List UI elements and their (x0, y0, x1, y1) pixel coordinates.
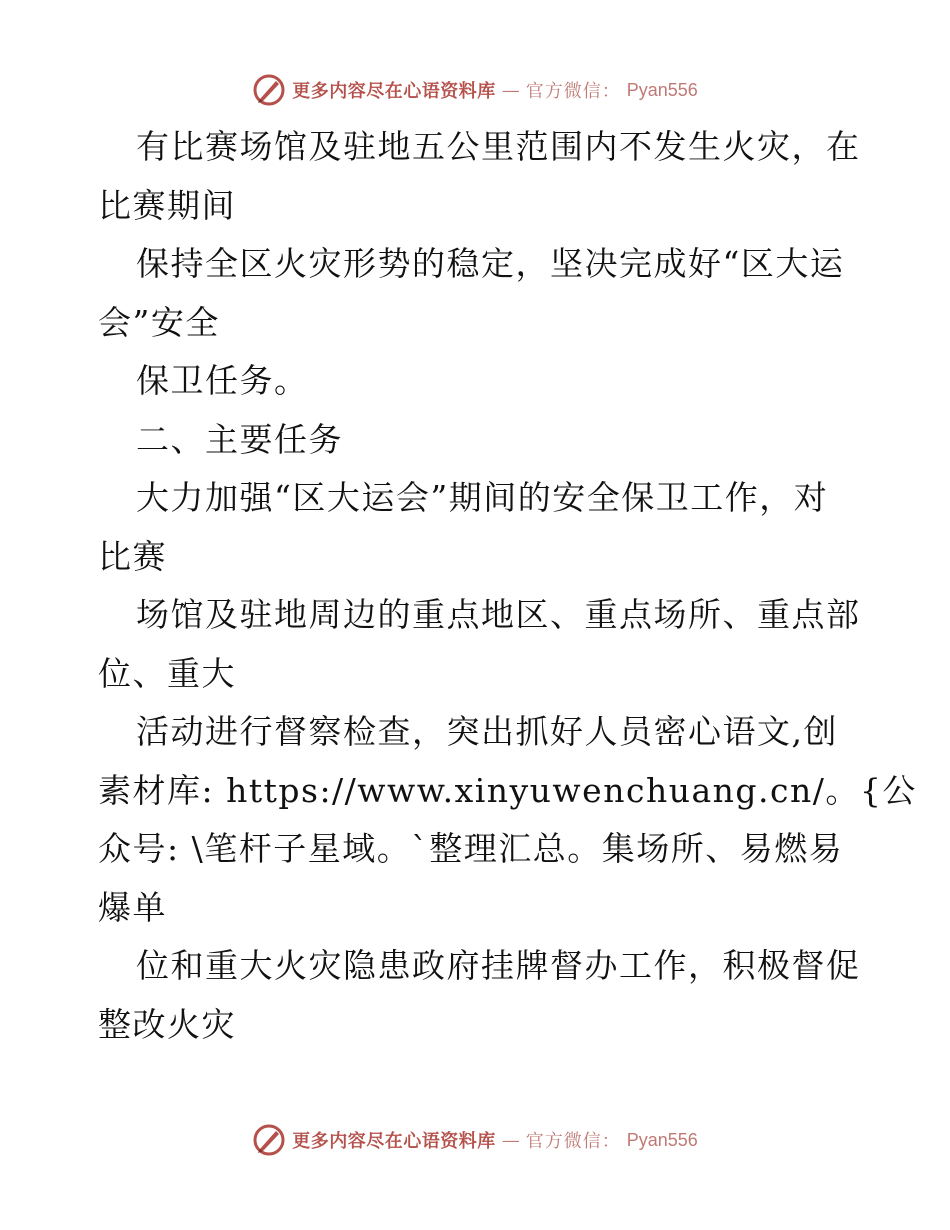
page-footer (0, 1120, 950, 1160)
body-line: 众号: \笔杆子星域。`整理汇总。集场所、易燃易 (98, 829, 844, 868)
body-line: 大力加强“区大运会”期间的安全保卫工作，对 (136, 478, 829, 517)
body-line: 会”安全 (98, 302, 220, 342)
body-line: 有比赛场馆及驻地五公里范围内不发生火灾，在 (136, 127, 861, 166)
body-line: 位、重大 (98, 653, 236, 693)
brand-title: 更多内容尽在心语资料库 (292, 81, 496, 102)
document-body (98, 118, 917, 1054)
body-line: 保卫任务。 (136, 361, 309, 400)
body-line: 活动进行督察检查，突出抓好人员密心语文,创 (136, 712, 838, 751)
body-line: 位和重大火灾隐患政府挂牌督办工作，积极督促 (136, 946, 861, 985)
body-line: 场馆及驻地周边的重点地区、重点场所、重点部 (136, 595, 861, 634)
page-header (0, 70, 950, 110)
brand-dash: — (501, 1129, 520, 1151)
body-line: 整改火灾 (98, 1004, 236, 1044)
body-line: 素材库: https://www.xinyuwenchuang.cn/。{公 (98, 770, 917, 810)
brand-watermark (252, 1123, 698, 1157)
pen-logo-icon (252, 73, 286, 107)
section-heading: 二、主要任务 (136, 419, 343, 459)
body-line: 爆单 (98, 887, 167, 927)
brand-watermark (252, 73, 698, 107)
body-line: 保持全区火灾形势的稳定，坚决完成好“区大运 (136, 244, 845, 283)
brand-wechat-id: Pyan556 (626, 79, 698, 100)
brand-dash: — (501, 79, 520, 101)
brand-title: 更多内容尽在心语资料库 (292, 1131, 496, 1152)
body-line: 比赛 (98, 536, 167, 576)
brand-wechat-id: Pyan556 (626, 1129, 698, 1150)
brand-subtitle: 官方微信： (525, 81, 621, 102)
pen-logo-icon (252, 1123, 286, 1157)
brand-subtitle: 官方微信： (525, 1131, 621, 1152)
body-line: 比赛期间 (98, 185, 236, 225)
